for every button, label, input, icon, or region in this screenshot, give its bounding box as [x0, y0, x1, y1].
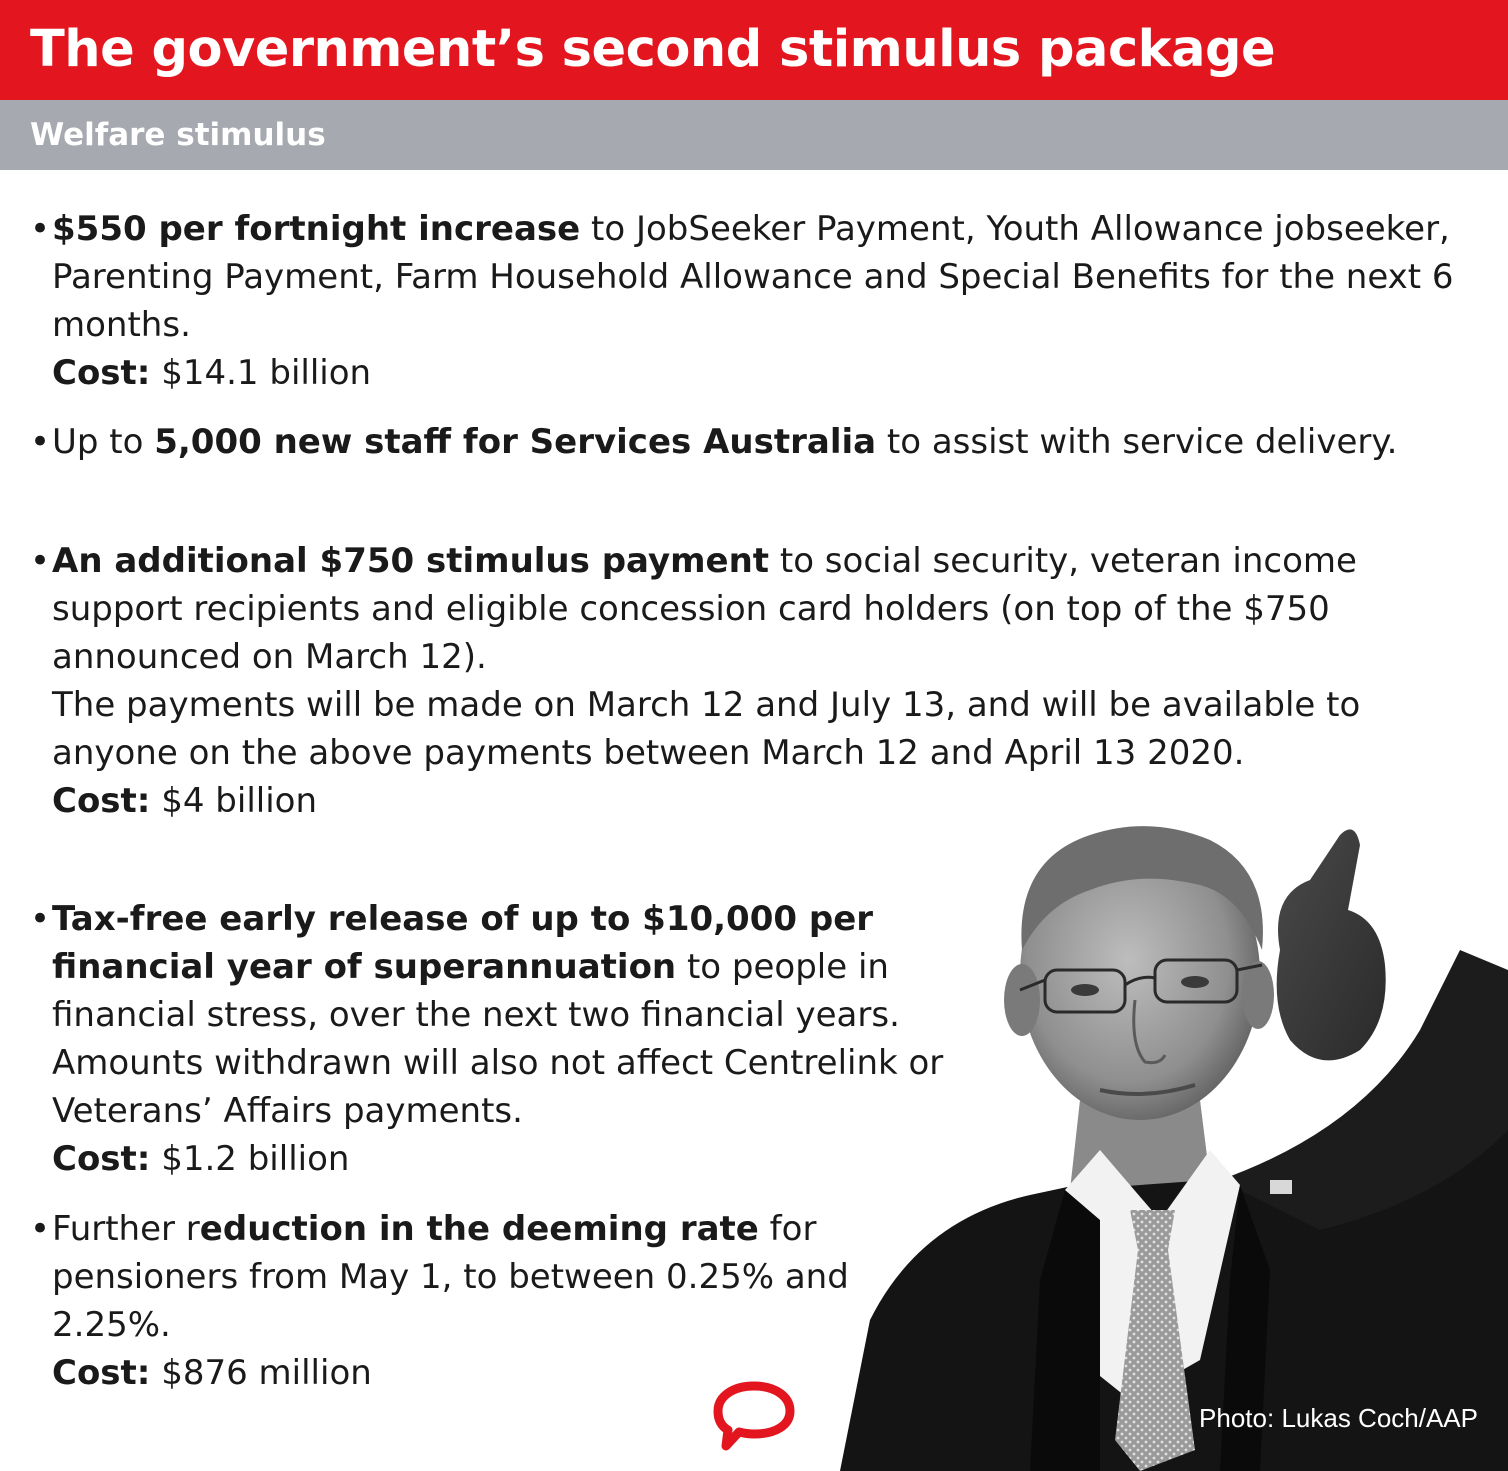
item-body: to social security, veteran income support recipients and eligible concession card holders (on top of the $750 announced on March 12).	[52, 541, 1357, 677]
list-item	[30, 895, 965, 1183]
item-text	[52, 205, 1475, 349]
item-body: to people in financial stress, over the next two financial years. Amounts withdrawn will also not affect Centrelink or Veterans’ Affairs payments.	[52, 947, 944, 1131]
speech-bubble-logo-icon	[712, 1380, 796, 1452]
bullet-marker: •	[30, 422, 51, 462]
cost-label: Cost:	[52, 781, 151, 821]
item-text	[52, 537, 1475, 681]
item-lead: Further r	[52, 1209, 200, 1249]
cost-value: $14.1 billion	[150, 353, 372, 393]
cost-label: Cost:	[52, 1353, 151, 1393]
list-item	[30, 205, 1475, 397]
cost-label: Cost:	[52, 353, 151, 393]
list-item	[30, 418, 1430, 466]
bullet-marker: •	[30, 541, 51, 581]
item-cost	[52, 1135, 965, 1183]
list-item	[30, 537, 1475, 825]
cost-value: $876 million	[150, 1353, 372, 1393]
item-cost	[52, 349, 1475, 397]
section-title: Welfare stimulus	[30, 117, 326, 153]
item-text	[52, 895, 965, 1135]
item-text	[52, 1205, 910, 1349]
cost-label: Cost:	[52, 1139, 151, 1179]
bullet-marker: •	[30, 209, 51, 249]
item-bold: 5,000 new staff for Services Australia	[154, 422, 877, 462]
item-body: to assist with service delivery.	[876, 422, 1398, 462]
bullet-marker: •	[30, 899, 51, 939]
bullet-marker: •	[30, 1209, 51, 1249]
item-lead: Up to	[52, 422, 155, 462]
item-bold-lead: An additional $750 stimulus payment	[52, 541, 770, 581]
item-body: to JobSeeker Payment, Youth Allowance jobseeker, Parenting Payment, Farm Household Allowance and Special Benefits for the next 6 months.	[52, 209, 1454, 345]
item-bold: eduction in the deeming rate	[199, 1209, 759, 1249]
cost-value: $4 billion	[150, 781, 318, 821]
cost-value: $1.2 billion	[150, 1139, 350, 1179]
photo-credit: Photo: Lukas Coch/AAP	[1199, 1403, 1478, 1433]
item-cost	[52, 777, 1475, 825]
item-body: for pensioners from May 1, to between 0.25% and 2.25%.	[52, 1209, 849, 1345]
item-extra: The payments will be made on March 12 and July 13, and will be available to anyone on the above payments between March 12 and April 13 2020.	[52, 685, 1361, 773]
item-bold-lead: Tax-free early release of up to $10,000 per financial year of superannuation	[52, 899, 874, 987]
list-item	[30, 1205, 910, 1397]
item-text	[52, 418, 1430, 466]
page-title: The government’s second stimulus package	[30, 20, 1276, 79]
item-bold-lead: $550 per fortnight increase	[52, 209, 581, 249]
